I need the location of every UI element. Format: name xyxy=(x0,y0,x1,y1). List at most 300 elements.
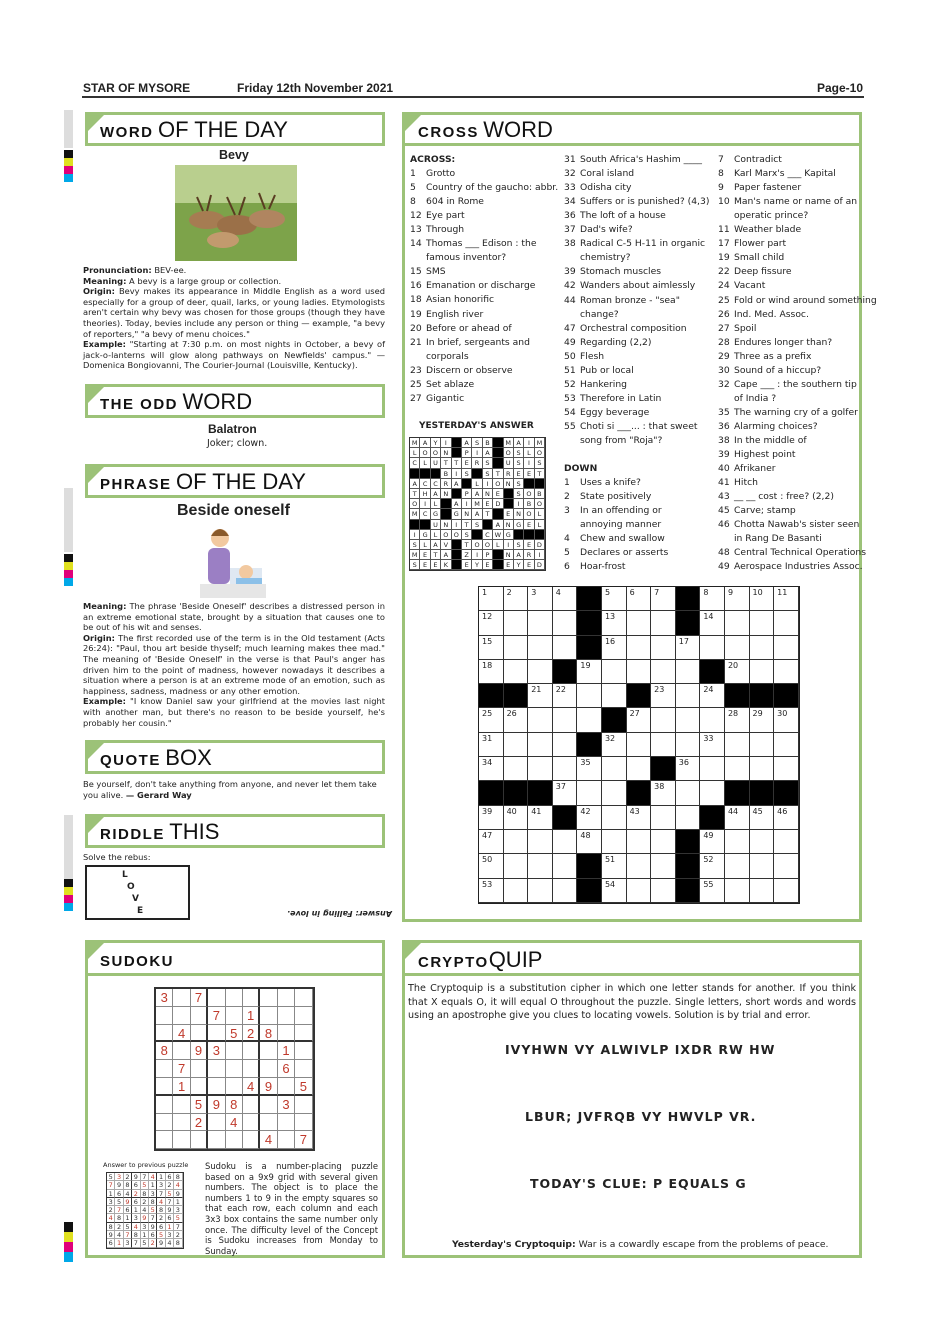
sudoku-cell[interactable] xyxy=(278,1025,295,1043)
crossword-cell[interactable] xyxy=(700,636,725,660)
crossword-cell[interactable]: 48 xyxy=(577,830,602,854)
crossword-cell[interactable] xyxy=(602,684,627,708)
crossword-cell[interactable] xyxy=(504,611,529,635)
sudoku-cell[interactable]: 4 xyxy=(173,1025,190,1043)
clue-text: song from "Roja"? xyxy=(580,435,663,446)
crossword-cell[interactable]: 53 xyxy=(479,879,504,903)
crossword-cell[interactable]: 14 xyxy=(700,611,725,635)
answer-cell: 4 xyxy=(149,1173,157,1181)
sudoku-cell[interactable] xyxy=(156,1007,173,1025)
answer-cell: 6 xyxy=(107,1239,115,1247)
answer-cell: O xyxy=(535,448,545,458)
sudoku-cell[interactable]: 8 xyxy=(156,1042,173,1060)
crossword-clue xyxy=(718,449,796,460)
crossword-cell[interactable]: 15 xyxy=(479,636,504,660)
answer-black-cell xyxy=(493,438,503,448)
answer-cell: I xyxy=(514,499,524,509)
sudoku-cell[interactable]: 1 xyxy=(278,1042,295,1060)
sudoku-cell[interactable] xyxy=(295,1096,312,1114)
crossword-black-cell xyxy=(479,781,504,805)
color-mark xyxy=(64,562,73,570)
crossword-cell[interactable] xyxy=(627,830,652,854)
answer-cell: V xyxy=(441,540,451,550)
crossword-cell[interactable] xyxy=(676,781,701,805)
crossword-cell[interactable]: 27 xyxy=(627,708,652,732)
color-mark xyxy=(64,578,73,586)
crossword-cell[interactable] xyxy=(553,636,578,660)
sudoku-cell[interactable] xyxy=(278,1114,295,1132)
color-mark xyxy=(64,166,73,174)
sudoku-cell[interactable] xyxy=(191,1007,208,1025)
sudoku-cell[interactable] xyxy=(243,1131,260,1149)
crossword-cell[interactable] xyxy=(602,806,627,830)
odd-word-title: THE ODD WORD xyxy=(100,389,253,414)
answer-cell: T xyxy=(410,489,420,499)
crossword-cell[interactable] xyxy=(774,733,799,757)
sudoku-cell[interactable] xyxy=(191,1131,208,1149)
crossword-cell[interactable] xyxy=(528,733,553,757)
crossword-clue xyxy=(718,365,821,376)
crossword-cell[interactable] xyxy=(627,660,652,684)
crossword-clue xyxy=(564,351,604,362)
crossword-cell[interactable]: 5 xyxy=(602,587,627,611)
crossword-cell[interactable] xyxy=(602,830,627,854)
crossword-cell[interactable]: 4 xyxy=(553,587,578,611)
crossword-cell[interactable] xyxy=(651,879,676,903)
answer-cell: 8 xyxy=(132,1231,140,1239)
sudoku-cell[interactable] xyxy=(295,989,312,1007)
color-mark xyxy=(64,1222,73,1232)
crossword-cell[interactable]: 9 xyxy=(725,587,750,611)
sudoku-cell[interactable]: 5 xyxy=(295,1078,312,1096)
sudoku-cell[interactable]: 9 xyxy=(191,1042,208,1060)
crossword-cell[interactable] xyxy=(774,636,799,660)
crossword-cell[interactable] xyxy=(627,733,652,757)
crossword-cell[interactable] xyxy=(528,636,553,660)
sudoku-cell[interactable] xyxy=(260,1096,277,1114)
crossword-cell[interactable]: 52 xyxy=(700,854,725,878)
crossword-cell[interactable]: 38 xyxy=(651,781,676,805)
sudoku-cell[interactable] xyxy=(226,1042,243,1060)
answer-black-cell xyxy=(420,520,430,530)
crossword-cell[interactable] xyxy=(627,879,652,903)
sudoku-cell[interactable] xyxy=(173,1096,190,1114)
odd-word: Balatron xyxy=(208,422,257,436)
crossword-cell[interactable] xyxy=(504,879,529,903)
sudoku-cell[interactable]: 7 xyxy=(208,1007,225,1025)
crossword-cell[interactable] xyxy=(676,733,701,757)
crossword-cell[interactable] xyxy=(651,854,676,878)
sudoku-title: SUDOKU xyxy=(100,953,175,970)
crossword-cell[interactable] xyxy=(577,781,602,805)
crossword-cell[interactable] xyxy=(750,757,775,781)
sudoku-cell[interactable] xyxy=(156,1114,173,1132)
sudoku-cell[interactable] xyxy=(156,1060,173,1078)
sudoku-cell[interactable] xyxy=(226,989,243,1007)
crossword-cell[interactable] xyxy=(627,854,652,878)
answer-black-cell xyxy=(535,479,545,489)
crossword-cell[interactable] xyxy=(750,830,775,854)
crossword-cell[interactable] xyxy=(528,854,553,878)
sudoku-cell[interactable] xyxy=(278,1007,295,1025)
sudoku-cell[interactable]: 8 xyxy=(226,1096,243,1114)
crossword-cell[interactable]: 33 xyxy=(700,733,725,757)
crossword-clue xyxy=(718,337,832,348)
answer-cell: C xyxy=(410,458,420,468)
crossword-cell[interactable] xyxy=(774,757,799,781)
crossword-cell[interactable]: 22 xyxy=(553,684,578,708)
sudoku-cell[interactable] xyxy=(208,1025,225,1043)
crossword-cell[interactable]: 36 xyxy=(676,757,701,781)
crossword-clue xyxy=(564,224,633,235)
crossword-cell[interactable] xyxy=(725,733,750,757)
sudoku-cell[interactable] xyxy=(278,1078,295,1096)
crossword-cell[interactable] xyxy=(553,708,578,732)
answer-cell: A xyxy=(420,438,430,448)
sudoku-cell[interactable] xyxy=(226,1007,243,1025)
sudoku-cell[interactable] xyxy=(260,989,277,1007)
crossword-cell[interactable]: 1 xyxy=(479,587,504,611)
clue-text: Orchestral composition xyxy=(580,322,687,334)
sudoku-cell[interactable]: 5 xyxy=(226,1025,243,1043)
crossword-cell[interactable] xyxy=(602,781,627,805)
crossword-cell[interactable] xyxy=(528,830,553,854)
sudoku-cell[interactable] xyxy=(173,1114,190,1132)
sudoku-cell[interactable]: 3 xyxy=(208,1042,225,1060)
sudoku-cell[interactable] xyxy=(243,1060,260,1078)
clue-text: Paper fastener xyxy=(734,182,802,194)
sudoku-cell[interactable] xyxy=(278,1131,295,1149)
crossword-clue xyxy=(718,252,784,263)
sudoku-cell[interactable] xyxy=(260,1060,277,1078)
answer-cell: 4 xyxy=(107,1214,115,1222)
sudoku-cell[interactable] xyxy=(208,1060,225,1078)
crossword-cell[interactable] xyxy=(577,708,602,732)
crossword-cell[interactable]: 43 xyxy=(627,806,652,830)
sudoku-grid[interactable] xyxy=(154,987,315,1151)
crossword-cell[interactable]: 16 xyxy=(602,636,627,660)
crossword-cell[interactable] xyxy=(553,879,578,903)
crossword-cell[interactable] xyxy=(553,854,578,878)
answer-cell: 3 xyxy=(115,1173,123,1181)
crossword-cell[interactable] xyxy=(528,879,553,903)
sudoku-cell[interactable] xyxy=(243,1096,260,1114)
crossword-cell[interactable]: 41 xyxy=(528,806,553,830)
clue-text: Suffers or is punished? (4,3) xyxy=(580,196,710,208)
sudoku-cell[interactable]: 5 xyxy=(191,1096,208,1114)
crossword-cell[interactable] xyxy=(504,830,529,854)
crossword-cell[interactable] xyxy=(504,733,529,757)
crossword-cell[interactable] xyxy=(651,636,676,660)
answer-cell: S xyxy=(410,540,420,550)
crossword-cell[interactable] xyxy=(774,854,799,878)
sudoku-cell[interactable] xyxy=(295,1025,312,1043)
crossword-cell[interactable]: 17 xyxy=(676,636,701,660)
crossword-cell[interactable] xyxy=(651,806,676,830)
sudoku-cell[interactable] xyxy=(173,1042,190,1060)
crossword-cell[interactable]: 35 xyxy=(577,757,602,781)
crossword-cell[interactable]: 18 xyxy=(479,660,504,684)
crossword-cell[interactable] xyxy=(651,708,676,732)
crossword-cell[interactable] xyxy=(774,611,799,635)
crossword-clue xyxy=(564,196,709,207)
crossword-cell[interactable] xyxy=(725,757,750,781)
sudoku-cell[interactable] xyxy=(278,989,295,1007)
crossword-cell[interactable] xyxy=(676,708,701,732)
sudoku-cell[interactable] xyxy=(156,1025,173,1043)
crossword-cell[interactable]: 37 xyxy=(553,781,578,805)
crossword-cell[interactable]: 12 xyxy=(479,611,504,635)
crossword-cell[interactable] xyxy=(750,879,775,903)
sudoku-cell[interactable] xyxy=(260,1042,277,1060)
answer-cell: S xyxy=(535,458,545,468)
crossword-cell[interactable]: 24 xyxy=(700,684,725,708)
crossword-cell[interactable] xyxy=(774,830,799,854)
sudoku-cell[interactable] xyxy=(156,1096,173,1114)
sudoku-cell[interactable] xyxy=(295,1060,312,1078)
sudoku-cell[interactable]: 7 xyxy=(295,1131,312,1149)
crossword-cell[interactable] xyxy=(602,757,627,781)
crossword-cell[interactable]: 21 xyxy=(528,684,553,708)
crossword-cell[interactable]: 50 xyxy=(479,854,504,878)
sudoku-cell[interactable]: 4 xyxy=(260,1131,277,1149)
crossword-cell[interactable]: 6 xyxy=(627,587,652,611)
sudoku-cell[interactable]: 9 xyxy=(208,1096,225,1114)
sudoku-cell[interactable]: 4 xyxy=(243,1078,260,1096)
sudoku-cell[interactable] xyxy=(173,1007,190,1025)
crossword-cell[interactable]: 31 xyxy=(479,733,504,757)
answer-cell: A xyxy=(514,550,524,560)
sudoku-cell[interactable]: 7 xyxy=(173,1060,190,1078)
crossword-black-cell xyxy=(553,660,578,684)
crossword-cell[interactable] xyxy=(725,611,750,635)
crossword-cell[interactable]: 26 xyxy=(504,708,529,732)
answer-cell: I xyxy=(420,499,430,509)
crossword-cell[interactable]: 45 xyxy=(750,806,775,830)
sudoku-cell[interactable]: 3 xyxy=(278,1096,295,1114)
clue-text: Odisha city xyxy=(580,182,632,194)
clue-number: 10 xyxy=(718,196,730,208)
crossword-clue xyxy=(410,168,455,179)
crossword-cell[interactable]: 49 xyxy=(700,830,725,854)
answer-black-cell xyxy=(535,530,545,540)
clue-text: operatic prince? xyxy=(734,210,809,222)
clue-number: 55 xyxy=(564,420,576,432)
sudoku-cell[interactable] xyxy=(173,1131,190,1149)
crossword-cell[interactable] xyxy=(750,660,775,684)
crossword-cell[interactable]: 30 xyxy=(774,708,799,732)
sudoku-cell[interactable] xyxy=(295,1042,312,1060)
crossword-cell[interactable] xyxy=(651,830,676,854)
crossword-cell[interactable] xyxy=(725,854,750,878)
sudoku-cell[interactable] xyxy=(208,1131,225,1149)
sudoku-cell[interactable]: 4 xyxy=(226,1114,243,1132)
answer-black-cell xyxy=(524,530,534,540)
crossword-cell[interactable] xyxy=(651,733,676,757)
sudoku-cell[interactable]: 8 xyxy=(260,1025,277,1043)
crossword-cell[interactable] xyxy=(750,636,775,660)
crossword-cell[interactable]: 34 xyxy=(479,757,504,781)
answer-cell: N xyxy=(514,509,524,519)
crossword-cell[interactable] xyxy=(528,708,553,732)
answer-cell: M xyxy=(410,438,420,448)
crossword-cell[interactable] xyxy=(602,660,627,684)
crossword-cell[interactable]: 3 xyxy=(528,587,553,611)
crossword-grid[interactable] xyxy=(478,586,800,904)
sudoku-cell[interactable] xyxy=(243,1042,260,1060)
crossword-cell[interactable]: 11 xyxy=(774,587,799,611)
crossword-cell[interactable] xyxy=(700,757,725,781)
crossword-cell[interactable] xyxy=(627,636,652,660)
crossword-cell[interactable]: 19 xyxy=(577,660,602,684)
crossword-clue xyxy=(718,477,758,488)
crossword-cell[interactable]: 54 xyxy=(602,879,627,903)
crossword-clue xyxy=(410,351,469,362)
crossword-cell[interactable] xyxy=(676,806,701,830)
crossword-cell[interactable] xyxy=(553,611,578,635)
crossword-cell[interactable]: 23 xyxy=(651,684,676,708)
answer-cell: K xyxy=(441,560,451,570)
crossword-cell[interactable]: 7 xyxy=(651,587,676,611)
sudoku-cell[interactable]: 2 xyxy=(191,1114,208,1132)
crossword-cell[interactable]: 25 xyxy=(479,708,504,732)
crossword-cell[interactable]: 2 xyxy=(504,587,529,611)
sudoku-cell[interactable] xyxy=(208,989,225,1007)
crossword-cell[interactable] xyxy=(725,636,750,660)
sudoku-cell[interactable] xyxy=(156,1078,173,1096)
sudoku-cell[interactable]: 7 xyxy=(191,989,208,1007)
sudoku-cell[interactable] xyxy=(295,1007,312,1025)
crossword-cell[interactable] xyxy=(528,611,553,635)
sudoku-cell[interactable]: 1 xyxy=(243,1007,260,1025)
crossword-cell[interactable]: 47 xyxy=(479,830,504,854)
sudoku-cell[interactable] xyxy=(243,1114,260,1132)
crossword-cell[interactable] xyxy=(774,660,799,684)
sudoku-cell[interactable]: 2 xyxy=(243,1025,260,1043)
crossword-cell[interactable]: 51 xyxy=(602,854,627,878)
crossword-cell[interactable]: 42 xyxy=(577,806,602,830)
crossword-black-cell xyxy=(750,684,775,708)
crossword-cell[interactable] xyxy=(676,660,701,684)
crossword-cell[interactable] xyxy=(774,879,799,903)
sudoku-cell[interactable] xyxy=(208,1078,225,1096)
sudoku-cell[interactable] xyxy=(191,1060,208,1078)
crossword-cell[interactable] xyxy=(750,733,775,757)
clue-number: 36 xyxy=(564,210,576,222)
crossword-clue xyxy=(410,294,494,305)
answer-cell: A xyxy=(472,509,482,519)
sudoku-cell[interactable] xyxy=(156,1131,173,1149)
crossword-cell[interactable]: 13 xyxy=(602,611,627,635)
crossword-cell[interactable] xyxy=(528,660,553,684)
sudoku-cell[interactable]: 1 xyxy=(173,1078,190,1096)
crossword-cell[interactable]: 44 xyxy=(725,806,750,830)
sudoku-cell[interactable] xyxy=(226,1131,243,1149)
crossword-cell[interactable] xyxy=(504,854,529,878)
crossword-cell[interactable]: 20 xyxy=(725,660,750,684)
color-mark xyxy=(64,554,73,562)
crossword-cell[interactable] xyxy=(725,830,750,854)
crossword-clue xyxy=(564,533,665,544)
crossword-cell[interactable] xyxy=(553,830,578,854)
answer-black-cell xyxy=(452,560,462,570)
answer-cell: 5 xyxy=(141,1181,149,1189)
clue-number: 32 xyxy=(564,168,576,180)
sudoku-cell[interactable] xyxy=(226,1060,243,1078)
sudoku-cell[interactable]: 6 xyxy=(278,1060,295,1078)
sudoku-cell[interactable] xyxy=(208,1114,225,1132)
crossword-cell[interactable]: 40 xyxy=(504,806,529,830)
sudoku-cell[interactable] xyxy=(295,1114,312,1132)
crossword-cell[interactable] xyxy=(700,781,725,805)
sudoku-cell[interactable]: 9 xyxy=(260,1078,277,1096)
crossword-cell[interactable]: 8 xyxy=(700,587,725,611)
sudoku-cell[interactable]: 3 xyxy=(156,989,173,1007)
crossword-cell[interactable] xyxy=(725,879,750,903)
sudoku-previous-answer xyxy=(106,1172,184,1249)
sudoku-cell[interactable] xyxy=(191,1078,208,1096)
sudoku-cell[interactable] xyxy=(173,989,190,1007)
clue-number: 27 xyxy=(410,392,422,404)
crossword-cell[interactable]: 32 xyxy=(602,733,627,757)
crossword-cell[interactable] xyxy=(504,636,529,660)
crossword-cell[interactable] xyxy=(651,611,676,635)
crossword-cell[interactable] xyxy=(700,708,725,732)
color-mark xyxy=(64,570,73,578)
crossword-cell[interactable]: 10 xyxy=(750,587,775,611)
crossword-black-cell xyxy=(627,684,652,708)
sudoku-cell[interactable] xyxy=(191,1025,208,1043)
crossword-cell[interactable] xyxy=(651,660,676,684)
answer-cell: O xyxy=(431,448,441,458)
answer-cell: 4 xyxy=(141,1206,149,1214)
answer-cell: L xyxy=(535,509,545,519)
answer-cell: S xyxy=(462,530,472,540)
answer-black-cell xyxy=(452,540,462,550)
answer-cell: G xyxy=(452,509,462,519)
crossword-cell[interactable] xyxy=(528,757,553,781)
crossword-cell[interactable] xyxy=(504,660,529,684)
crossword-cell[interactable]: 55 xyxy=(700,879,725,903)
crossword-cell[interactable]: 39 xyxy=(479,806,504,830)
crossword-cell[interactable] xyxy=(750,611,775,635)
crossword-black-cell xyxy=(577,733,602,757)
answer-cell: 9 xyxy=(132,1173,140,1181)
crossword-cell[interactable] xyxy=(676,684,701,708)
crossword-cell[interactable] xyxy=(577,684,602,708)
crossword-cell[interactable]: 29 xyxy=(750,708,775,732)
crossword-cell[interactable] xyxy=(627,611,652,635)
crossword-black-cell xyxy=(577,636,602,660)
crossword-cell[interactable] xyxy=(750,854,775,878)
sudoku-cell[interactable] xyxy=(260,1114,277,1132)
crossword-clue xyxy=(718,351,811,362)
clue-text: Through xyxy=(426,224,465,236)
answer-black-cell xyxy=(452,489,462,499)
crossword-cell[interactable] xyxy=(627,757,652,781)
crossword-cell[interactable] xyxy=(553,733,578,757)
crossword-cell[interactable]: 46 xyxy=(774,806,799,830)
sudoku-cell[interactable] xyxy=(260,1007,277,1025)
crossword-cell[interactable] xyxy=(504,757,529,781)
crossword-cell[interactable]: 28 xyxy=(725,708,750,732)
clue-number: 39 xyxy=(564,266,576,278)
clue-number: 43 xyxy=(718,491,730,503)
sudoku-cell[interactable] xyxy=(243,989,260,1007)
sudoku-cell[interactable] xyxy=(226,1078,243,1096)
crossword-cell[interactable] xyxy=(553,757,578,781)
answer-cell: S xyxy=(410,560,420,570)
